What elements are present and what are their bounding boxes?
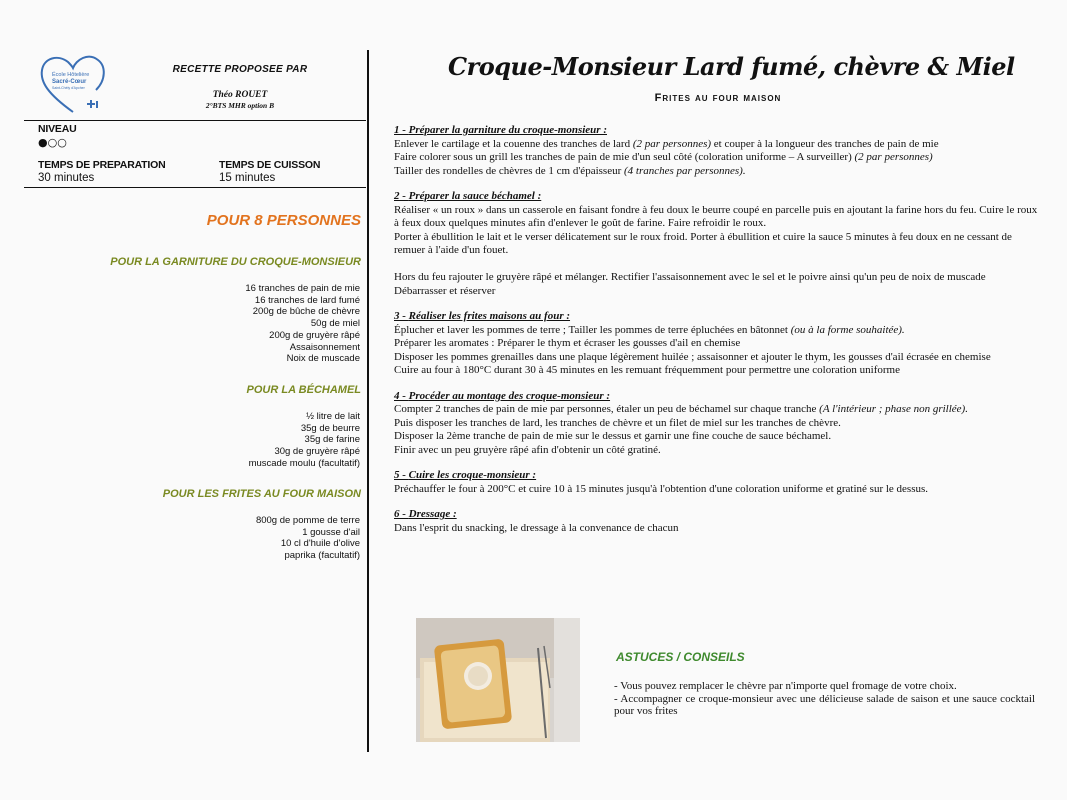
step-text	[394, 403, 1039, 417]
step-text	[394, 231, 1039, 258]
ingredient-item: 35g de farine	[304, 434, 360, 446]
divider-top	[24, 120, 366, 121]
ingredient-item: Noix de muscade	[286, 353, 360, 365]
step-text-part: Enlever le cartilage et la couenne des tranches de lard	[394, 137, 633, 150]
step-text-part: Tailler des rondelles de chèvres de 1 cm d'épaisseur	[394, 164, 624, 177]
step-text-part: Hors du feu rajouter le gruyère râpé et mélanger. Rectifier l'assaisonnement avec le sel et le poivre ainsi qu'un peu de noix de muscade	[394, 271, 986, 283]
author-class: 2°BTS MHR option B	[205, 101, 275, 110]
ingredient-item: 800g de pomme de terre	[255, 515, 360, 526]
step-text-part: Compter 2 tranches de pain de mie par personnes, étaler un peu de béchamel sur chaque tranche	[394, 403, 820, 415]
logo-line1: École Hôtelière	[52, 72, 90, 78]
recipe-step	[394, 124, 1039, 178]
step-heading	[394, 310, 1039, 324]
step-text	[394, 258, 1039, 272]
step-text-note: (2 par personnes)	[632, 137, 712, 150]
recipe-subtitle: Frites au four maison	[654, 92, 782, 104]
step-heading-text: Réaliser les frites maisons au four :	[408, 310, 571, 322]
step-number: 2 -	[394, 190, 409, 202]
step-text-part: Débarrasser et réserver	[394, 284, 496, 297]
step-text-part: et couper à la longueur des tranches de pain de mie	[711, 137, 939, 150]
step-text-part: Dans l'esprit du snacking, le dressage à la convenance de chacun	[394, 521, 679, 534]
step-heading-text: Préparer la sauce béchamel :	[408, 190, 542, 202]
step-heading	[394, 124, 1039, 138]
ingredient-item: 30g de gruyère râpé	[274, 446, 360, 458]
ingredient-section-title: POUR LA GARNITURE DU CROQUE-MONSIEUR	[110, 256, 361, 268]
recipe-step	[394, 390, 1039, 458]
ingredient-section-title: POUR LES FRITES AU FOUR MAISON	[162, 488, 361, 500]
cook-time-value: 15 minutes	[219, 172, 276, 184]
step-heading	[394, 190, 1039, 204]
ingredient-section-title: POUR LA BÉCHAMEL	[246, 384, 361, 396]
recipe-step	[394, 469, 1039, 496]
step-text-part: Finir avec un peu gruyère râpé afin d'obtenir un côté gratiné.	[394, 443, 661, 456]
school-logo	[38, 52, 108, 118]
column-divider	[367, 50, 369, 752]
tip-item: - Accompagner ce croque-monsieur avec une délicieuse salade de saison et une sauce cocktail pour vos frites	[614, 692, 1035, 717]
step-text-part: Préchauffer le four à 200°C et cuire 10 à 15 minutes jusqu'à l'obtention d'une coloration uniforme et gratiné sur le dessus.	[394, 482, 929, 495]
logo-line3: Saint-Chély d'Apcher	[52, 86, 85, 90]
ingredient-item: 200g de bûche de chèvre	[252, 306, 360, 318]
recipe-step	[394, 310, 1039, 378]
step-heading-text: Procéder au montage des croque-monsieur :	[408, 389, 611, 402]
ingredient-item: Assaisonnement	[289, 341, 360, 353]
step-text	[394, 417, 1039, 431]
step-text	[394, 271, 1039, 285]
step-text-note: (4 tranches par personnes).	[624, 164, 746, 177]
step-heading	[394, 508, 1039, 522]
step-text-part: Disposer la 2ème tranche de pain de mie sur le dessus et garnir une fine couche de sauce béchamel.	[394, 430, 832, 442]
prep-time-label: TEMPS DE PREPARATION	[38, 159, 166, 171]
ingredient-list	[245, 283, 360, 365]
prep-time-value: 30 minutes	[38, 172, 95, 184]
step-heading-text: Préparer la garniture du croque-monsieur :	[408, 124, 607, 136]
recipe-steps	[394, 124, 1039, 547]
step-text	[394, 522, 1039, 536]
step-number: 3 -	[394, 310, 409, 322]
step-text	[394, 324, 1039, 338]
ingredient-item: 16 tranches de pain de mie	[245, 283, 360, 294]
ingredient-list	[256, 515, 360, 562]
recipe-step	[394, 508, 1039, 535]
level-dots: ●○○	[38, 136, 67, 149]
servings-heading: POUR 8 PERSONNES	[206, 212, 361, 229]
ingredient-item: 35g de beurre	[300, 422, 360, 434]
ingredient-item: paprika (facultatif)	[284, 550, 360, 562]
step-text	[394, 430, 1039, 444]
step-text-part: Porter à ébullition le lait et le verser délicatement sur le roux froid. Porter à ébullition et cuire la sauce 5 minutes à feu doux en ne cessant de remuer à l'aide d'un fouet.	[394, 230, 1012, 256]
step-heading-text: Cuire les croque-monsieur :	[408, 469, 537, 481]
tips-title: ASTUCES / CONSEILS	[616, 650, 745, 664]
divider-info	[24, 187, 366, 188]
ingredient-item: ½ litre de lait	[306, 411, 360, 422]
step-text-part: Éplucher et laver les pommes de terre ; Tailler les pommes de terre épluchées en bâtonnet	[394, 323, 791, 336]
step-text	[394, 151, 1039, 165]
step-text	[394, 444, 1039, 458]
ingredient-item: muscade moulu (facultatif)	[248, 457, 360, 469]
step-text-part: Faire colorer sous un grill les tranches de pain de mie d'un seul côté (coloration uniforme – A surveiller)	[394, 151, 855, 163]
step-text	[394, 165, 1039, 179]
step-text	[394, 138, 1039, 152]
step-text-part: Puis disposer les tranches de lard, les tranches de chèvre et un filet de miel sur les tranches de chèvre.	[394, 416, 841, 429]
step-text-note: (ou à la forme souhaitée).	[790, 323, 905, 336]
tips-list	[614, 680, 1035, 718]
recipe-step	[394, 190, 1039, 298]
logo-line2: Sacré-Cœur	[52, 79, 87, 85]
recipe-title: Croque-Monsieur Lard fumé, chèvre & Miel	[448, 52, 1015, 81]
step-heading-text: Dressage :	[408, 508, 457, 520]
step-heading	[394, 390, 1039, 404]
ingredient-item: 16 tranches de lard fumé	[254, 294, 360, 306]
level-label: NIVEAU	[38, 123, 77, 135]
ingredient-item: 50g de miel	[310, 318, 360, 330]
step-text	[394, 285, 1039, 299]
ingredient-item: 10 cl d'huile d'olive	[280, 538, 360, 550]
step-text	[394, 204, 1039, 231]
dish-photo	[416, 618, 580, 742]
step-number: 4 -	[394, 389, 409, 402]
logo-emblem-icon	[87, 100, 98, 108]
ingredient-list	[249, 411, 360, 470]
step-text	[394, 337, 1039, 351]
step-text-note: (A l'intérieur ; phase non grillée).	[819, 403, 968, 415]
step-number: 6 -	[394, 508, 409, 520]
step-text	[394, 483, 1039, 497]
step-text	[394, 364, 1039, 378]
proposed-by-label: RECETTE PROPOSEE PAR	[172, 64, 308, 75]
author-name: Théo ROUET	[212, 90, 268, 100]
step-text-note: (2 par personnes)	[854, 151, 933, 163]
step-text-part: Disposer les pommes grenailles dans une plaque légèrement huilée ; assaisonner et ajouter le thym, les gousses d'ail écrasée en chemise	[394, 350, 991, 363]
step-text	[394, 351, 1039, 365]
step-number: 5 -	[394, 469, 409, 481]
cook-time-label: TEMPS DE CUISSON	[219, 159, 321, 171]
step-heading	[394, 469, 1039, 483]
step-text-part: Préparer les aromates : Préparer le thym et écraser les gousses d'ail en chemise	[394, 337, 741, 349]
step-text-part: Cuire au four à 180°C durant 30 à 45 minutes en les remuant fréquemment pour permettre une coloration uniforme	[394, 364, 900, 376]
step-text-part: Réaliser « un roux » dans un casserole en faisant fondre à feu doux le beurre coupé en parcelle puis en ajoutant la farine hors du feu. Cuire le roux à feux doux quelques minutes afin d'enlever le goût de farine. Faire refroidir le roux.	[394, 203, 1038, 229]
step-number: 1 -	[394, 124, 409, 136]
tip-item: - Vous pouvez remplacer le chèvre par n'importe quel fromage de votre choix.	[614, 680, 957, 692]
ingredient-item: 1 gousse d'ail	[302, 526, 360, 538]
ingredient-item: 200g de gruyère râpé	[269, 329, 360, 341]
